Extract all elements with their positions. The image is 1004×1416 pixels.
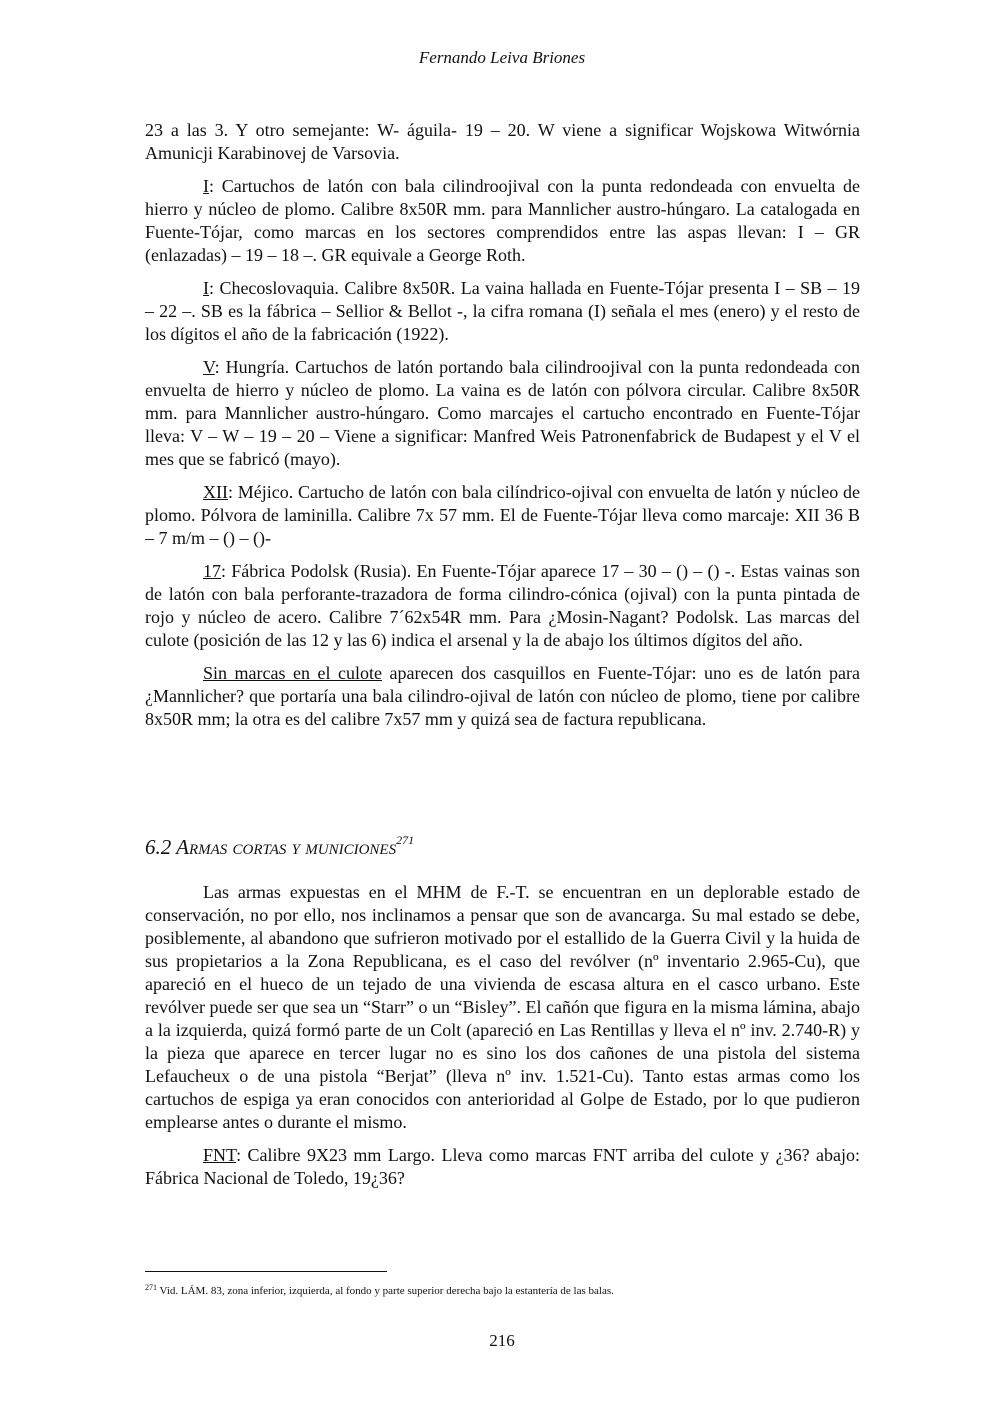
cartridge-mark: FNT (203, 1145, 237, 1165)
cartridge-mark: I (203, 176, 209, 196)
paragraph-text: : Calibre 9X23 mm Largo. Lleva como marcas FNT arriba del culote y ¿36? abajo: Fábrica Nacional de Toledo, 19¿36? (145, 1145, 860, 1188)
paragraph-text: : Checoslovaquia. Calibre 8x50R. La vaina hallada en Fuente-Tójar presenta I – SB – 19 – 22 –. SB es la fábrica – Sellior & Bellot -, la cifra romana (I) señala el mes (enero) y el resto de los dígitos el año de la fabricación (1922). (145, 278, 860, 344)
section-number: 6.2 (145, 835, 172, 859)
paragraph (145, 1144, 860, 1190)
cartridge-mark: 17 (203, 561, 221, 581)
paragraph-text: : Cartuchos de latón con bala cilindroojival con la punta redondeada con envuelta de hierro y núcleo de plomo. Calibre 8x50R mm. para Mannlicher austro-húngaro. La catalogada en Fuente-Tójar, como marcas en los sectores comprendidos entre las aspas llevan: I – GR (enlazadas) – 19 – 18 –. GR equivale a George Roth. (145, 176, 860, 265)
cartridge-mark: V (203, 357, 215, 377)
paragraph-text: : Méjico. Cartucho de latón con bala cilíndrico-ojival con envuelta de latón y núcleo de plomo. Pólvora de laminilla. Calibre 7x 57 mm. El de Fuente-Tójar lleva como marcaje: XII 36 B – 7 m/m – () – ()- (145, 482, 860, 548)
paragraph (145, 277, 860, 346)
body-text-block-2 (145, 881, 860, 1200)
cartridge-mark: XII (203, 482, 228, 502)
section-heading (145, 833, 414, 860)
section-title-rest: rmas cortas y municiones (188, 835, 397, 859)
running-header: Fernando Leiva Briones (418, 48, 586, 67)
page-number: 216 (489, 1331, 515, 1350)
paragraph (145, 175, 860, 267)
paragraph-text: : Hungría. Cartuchos de latón portando bala cilindroojival con la punta redondeada con envuelta de hierro y núcleo de plomo. La vaina es de latón con pólvora circular. Calibre 8x50R mm. para Mannlicher austro-húngaro. Como marcajes el cartucho encontrado en Fuente-Tójar lleva: V – W – 19 – 20 – Viene a significar: Manfred Weis Patronenfabrick de Budapest y el V el mes que se fabricó (mayo). (145, 357, 860, 469)
paragraph (145, 560, 860, 652)
paragraph (145, 481, 860, 550)
paragraph: Las armas expuestas en el MHM de F.-T. se encuentran en un deplorable estado de conservación, no por ello, nos inclinamos a pensar que son de avancarga. Su mal estado se debe, posiblemente, al abandono que sufrieron motivado por el estallido de la Guerra Civil y la huida de sus propietarios a la Zona Republicana, es el caso del revólver (nº inventario 2.965-Cu), que apareció en el hueco de un tejado de una vivienda de escasa altura en el casco urbano. Este revólver puede ser que sea un “Starr” o un “Bisley”. El cañón que figura en la misma lámina, abajo a la izquierda, quizá formó parte de un Colt (apareció en Las Rentillas y lleva el nº inv. 2.740-R) y la pieza que aparece en tercer lugar no es sino los dos cañones de una pistola del sistema Lefaucheux o de una pistola “Berjat” (lleva nº inv. 1.521-Cu). Tanto estas armas como los cartuchos de espiga ya eran conocidos con anterioridad al Golpe de Estado, por lo que pudieron emplearse antes o durante el mismo. (145, 882, 860, 1132)
cartridge-mark: I (203, 278, 209, 298)
cartridge-mark: Sin marcas en el culote (203, 663, 382, 683)
paragraph (145, 662, 860, 731)
paragraph-text: : Fábrica Podolsk (Rusia). En Fuente-Tójar aparece 17 – 30 – () – () -. Estas vainas son de latón con bala perforante-trazadora de forma cilindro-cónica (ojival) con la punta pintada de rojo y núcleo de acero. Calibre 7´62x54R mm. Para ¿Mosin-Nagant? Podolsk. Las marcas del culote (posición de las 12 y las 6) indica el arsenal y la de abajo los últimos dígitos del año. (145, 561, 860, 650)
footnote-reference: 271 (396, 833, 415, 847)
paragraph: 23 a las 3. Y otro semejante: W- águila- 19 – 20. W viene a significar Wojskowa Witwórnia Amunicji Karabinovej de Varsovia. (145, 120, 860, 163)
paragraph (145, 356, 860, 471)
footnote-number: 271 (145, 1283, 157, 1292)
footnote-text: Vid. LÁM. 83, zona inferior, izquierda, al fondo y parte superior derecha bajo la estantería de las balas. (157, 1285, 614, 1297)
paragraph-text: aparecen dos casquillos en Fuente-Tójar: uno es de latón para ¿Mannlicher? que portaría una bala cilindro-ojival de latón con núcleo de plomo, tiene por calibre 8x50R mm; la otra es del calibre 7x57 mm y quizá sea de factura republicana. (145, 663, 860, 729)
footnote-divider (145, 1271, 387, 1272)
section-title-initial: A (176, 835, 189, 859)
footnote (145, 1281, 860, 1298)
body-text-block-1 (145, 119, 860, 741)
